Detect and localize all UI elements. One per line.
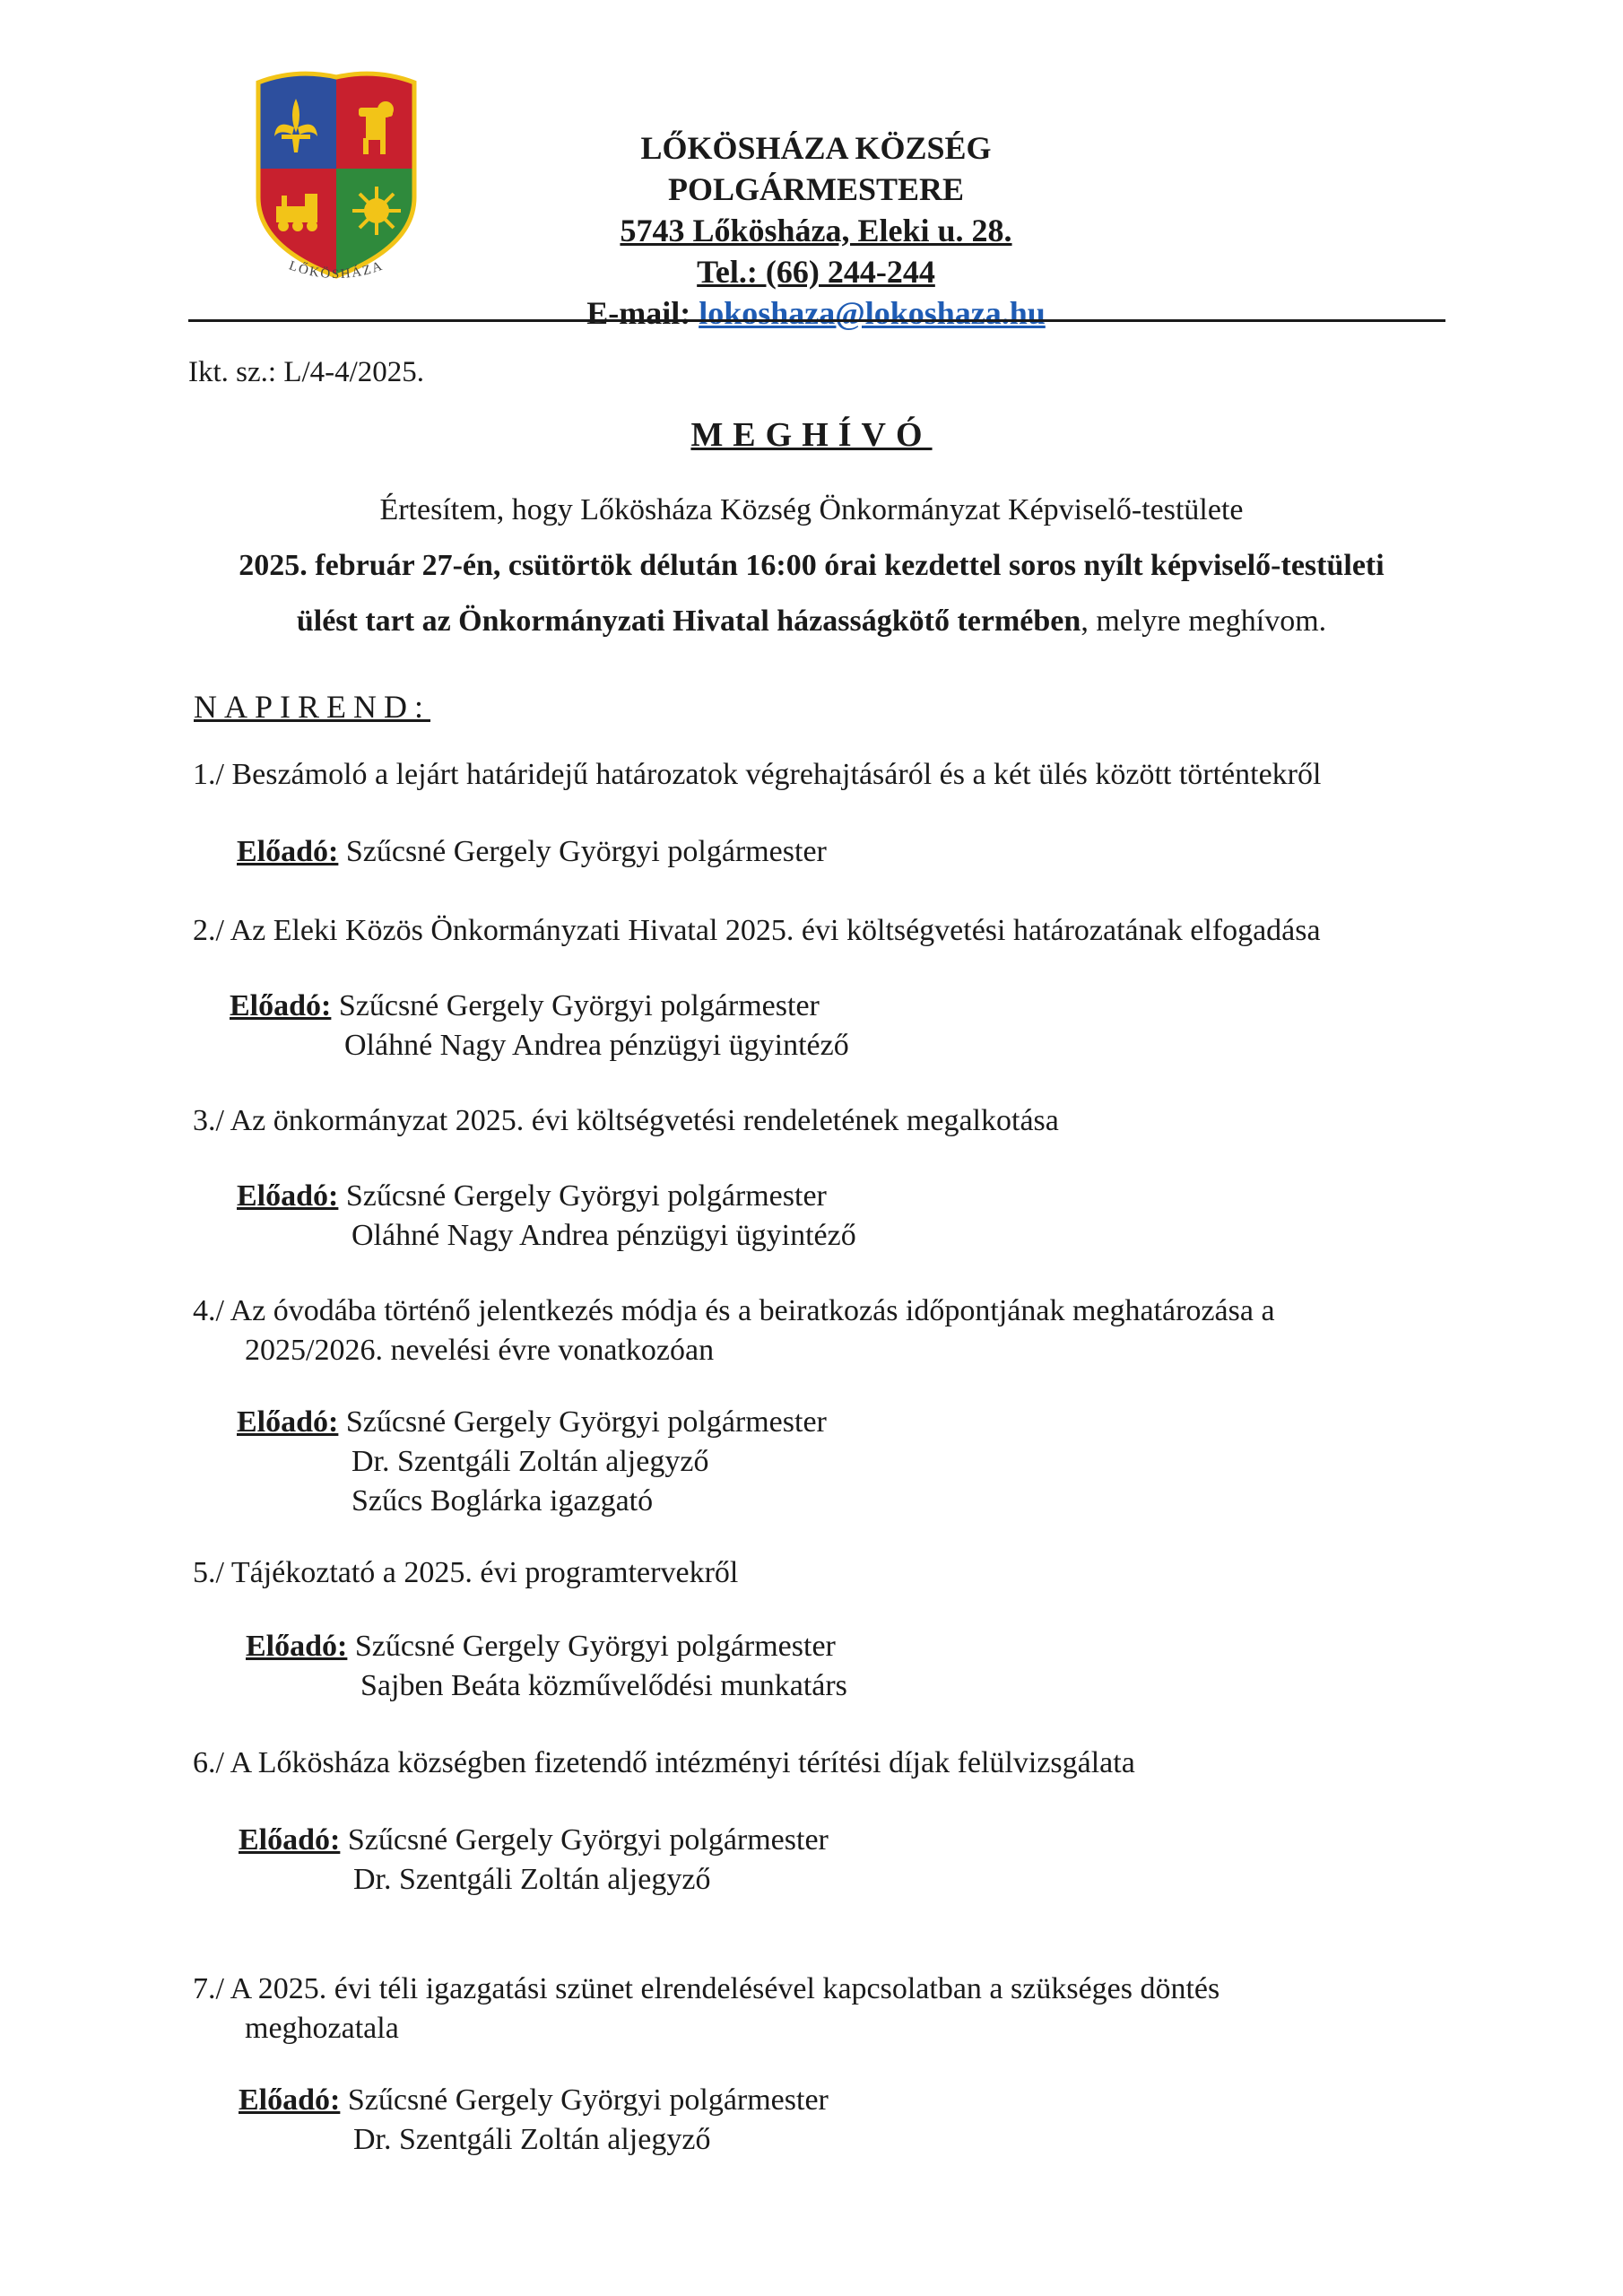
presenter: Szűcsné Gergely Györgyi polgármester [347, 1823, 829, 1857]
presenter-label: Előadó: [246, 1630, 348, 1663]
agenda-item-text: 6./ A Lőkösháza községben fizetendő intézményi térítési díjak felülvizsgálata [193, 1746, 1135, 1779]
presenters [246, 1627, 847, 1706]
agenda-item [193, 1970, 1439, 2048]
presenter: Sajben Beáta közművelődési munkatárs [360, 1669, 847, 1702]
agenda-item-text: 3./ Az önkormányzat 2025. évi költségvetési rendeletének megalkotása [193, 1104, 1059, 1137]
presenter: Oláhné Nagy Andrea pénzügyi ügyintéző [352, 1219, 856, 1252]
presenter: Szűcsné Gergely Györgyi polgármester [345, 1179, 827, 1213]
email-label: E-mail: [586, 295, 699, 331]
presenter-label: Előadó: [239, 2083, 341, 2117]
issuer-email-line [538, 292, 1094, 334]
presenter: Szűcsné Gergely Györgyi polgármester [345, 835, 827, 868]
presenter: Szűcsné Gergely Györgyi polgármester [354, 1630, 836, 1663]
agenda-item-text: 7./ A 2025. évi téli igazgatási szünet elrendelésével kapcsolatban a szükséges döntés [193, 1972, 1220, 2005]
presenter: Szűcs Boglárka igazgató [352, 1484, 654, 1518]
letterhead [538, 127, 1094, 334]
presenters [237, 832, 827, 872]
presenter: Szűcsné Gergely Györgyi polgármester [338, 989, 820, 1022]
email-link[interactable]: lokoshaza@lokoshaza.hu [699, 295, 1046, 331]
issuer-line-2: POLGÁRMESTERE [667, 171, 965, 207]
presenter: Dr. Szentgáli Zoltán aljegyző [353, 1863, 711, 1896]
agenda-item [193, 911, 1321, 951]
presenters [237, 1177, 856, 1256]
intro-line-1: Értesítem, hogy Lőkösháza Község Önkormányzat Képviselő-testülete [379, 493, 1244, 526]
document-title: MEGHÍVÓ [690, 416, 933, 454]
agenda-item-text: 4./ Az óvodába történő jelentkezés módja és a beiratkozás időpontjának meghatározása a [193, 1294, 1275, 1327]
presenter: Szűcsné Gergely Györgyi polgármester [347, 2083, 829, 2117]
issuer-phone: Tel.: (66) 244-244 [697, 254, 935, 290]
coat-of-arms-logo [242, 63, 430, 296]
issuer-line-1: LŐKÖSHÁZA KÖZSÉG [640, 130, 992, 166]
presenter-label: Előadó: [237, 1405, 339, 1439]
intro-line-2 [0, 549, 1623, 583]
reference-number: Ikt. sz.: L/4-4/2025. [188, 356, 425, 388]
presenter-label: Előadó: [239, 1823, 341, 1857]
presenters [239, 2081, 829, 2160]
presenter: Dr. Szentgáli Zoltán aljegyző [353, 2123, 711, 2156]
agenda-item-text: 5./ Tájékoztató a 2025. évi programtervekről [193, 1556, 739, 1589]
presenters [230, 987, 849, 1065]
meeting-date-time: 2025. február 27-én, csütörtök délután 16:00 órai kezdettel soros nyílt képviselő-testületi [239, 549, 1384, 582]
presenter: Oláhné Nagy Andrea pénzügyi ügyintéző [344, 1029, 849, 1062]
presenters [237, 1403, 827, 1521]
agenda-item-text: 2./ Az Eleki Közös Önkormányzati Hivatal 2025. évi költségvetési határozatának elfogadása [193, 914, 1321, 947]
intro-closing: , melyre meghívom. [1081, 604, 1327, 638]
presenter-label: Előadó: [237, 835, 339, 868]
presenter: Szűcsné Gergely Györgyi polgármester [345, 1405, 827, 1439]
agenda-item [193, 1553, 738, 1593]
header-divider [188, 319, 1445, 322]
agenda-item [193, 1292, 1439, 1370]
agenda-item [193, 755, 1321, 795]
meeting-place: ülést tart az Önkormányzati Hivatal házasságkötő termében [296, 604, 1081, 638]
presenter-label: Előadó: [230, 989, 332, 1022]
presenters [239, 1821, 829, 1900]
presenter-label: Előadó: [237, 1179, 339, 1213]
presenter: Dr. Szentgáli Zoltán aljegyző [352, 1445, 709, 1478]
agenda-item-text-cont: 2025/2026. nevelési évre vonatkozóan [245, 1334, 715, 1367]
intro-line-3 [0, 604, 1623, 639]
issuer-address: 5743 Lőkösháza, Eleki u. 28. [620, 213, 1012, 248]
agenda-heading: NAPIREND: [194, 689, 431, 725]
agenda-item [193, 1101, 1059, 1141]
crest-motto: LŐKÖSHÁZA [287, 258, 386, 283]
agenda-item-text-cont: meghozatala [245, 2012, 399, 2045]
agenda-item [193, 1744, 1135, 1783]
agenda-item-text: 1./ Beszámoló a lejárt határidejű határozatok végrehajtásáról és a két ülés között történtekről [193, 758, 1322, 791]
